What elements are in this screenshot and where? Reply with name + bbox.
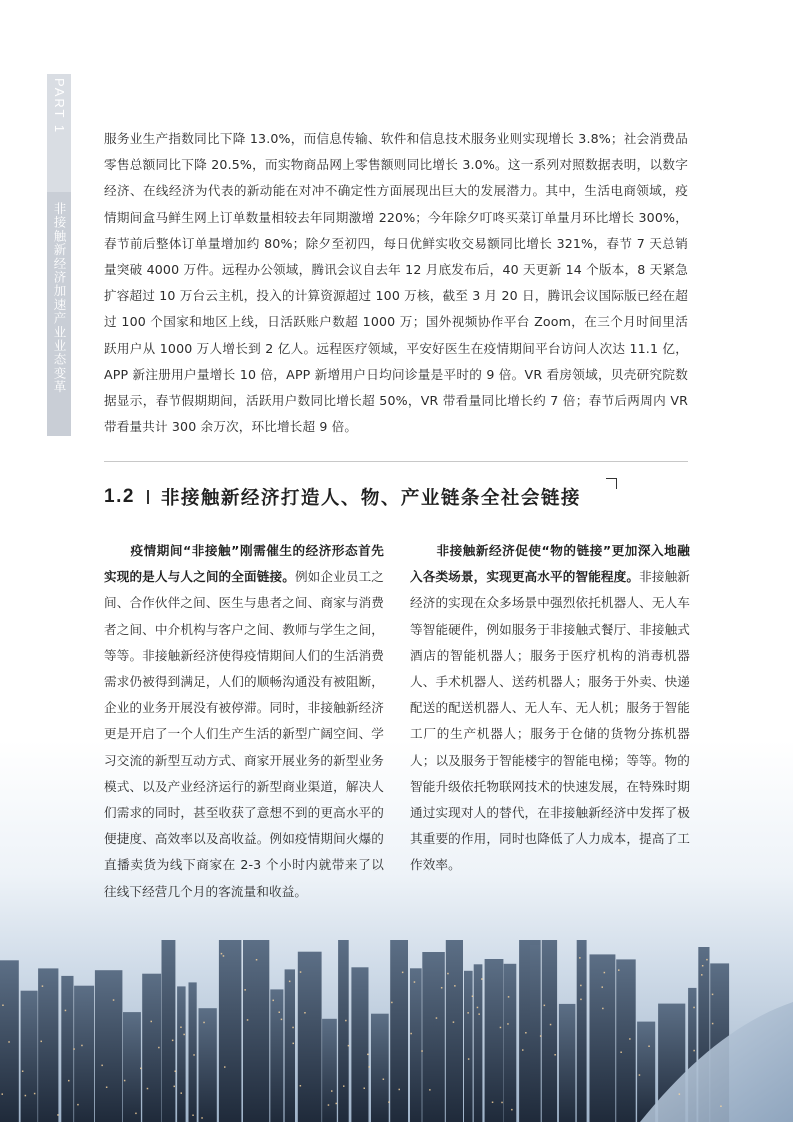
city-light xyxy=(579,957,581,959)
city-light xyxy=(712,1023,714,1025)
city-light xyxy=(706,959,708,961)
skyline-building xyxy=(710,963,729,1122)
city-light xyxy=(414,981,416,983)
city-light xyxy=(281,1019,283,1021)
city-light xyxy=(68,1080,70,1082)
right-body-text: 非接触新经济的实现在众多场景中强烈依托机器人、无人车等智能硬件，例如服务于非接触式餐厅、非接触式酒店的智能机器人；服务于医疗机构的消毒机器人、手术机器人、送药机器人；服务于外卖、快递配送的配送机器人、无人车、无人机；服务于智能工厂的生产机器人；服务于仓储的货物分拣机器人；以及服务于智能楼宇的智能电梯；等等。物的智能升级依托物联网技术的快速发展，在特殊时期通过实现对人的替代，在非接触新经济中发挥了极其重要的作用，同时也降低了人力成本，提高了工作效率。 xyxy=(410,569,690,873)
city-light xyxy=(511,1109,512,1111)
city-light xyxy=(2,1005,4,1007)
skyline-building xyxy=(616,959,636,1122)
skyline-building xyxy=(21,991,38,1122)
right-column-paragraph xyxy=(410,538,690,879)
city-light xyxy=(73,1048,75,1050)
city-light xyxy=(540,1035,542,1037)
city-light xyxy=(693,1050,695,1052)
city-light xyxy=(501,1102,503,1104)
city-light xyxy=(580,999,582,1001)
skyline-building xyxy=(338,940,349,1122)
city-light xyxy=(8,1041,10,1043)
city-light xyxy=(336,1103,338,1105)
city-light xyxy=(140,1068,142,1070)
city-light xyxy=(454,985,456,987)
skyline-building xyxy=(474,964,483,1122)
skyline-building xyxy=(577,940,587,1122)
city-light xyxy=(368,1066,370,1068)
section-title: 非接触新经济打造人、物、产业链条全社会链接 xyxy=(160,488,581,509)
right-lead-text: 非接触新经济促使“物的链接”更加深入地融入各类场景，实现更高水平的智能程度。 xyxy=(410,543,690,585)
city-light xyxy=(468,1058,470,1060)
skyline-building xyxy=(243,940,269,1122)
city-light xyxy=(147,1088,149,1090)
section-divider xyxy=(104,461,688,462)
city-light xyxy=(429,1089,431,1091)
skyline-building xyxy=(485,959,504,1122)
city-light xyxy=(57,1114,59,1116)
chapter-side-tab xyxy=(47,74,71,436)
skyline-building xyxy=(559,1004,576,1122)
city-light xyxy=(348,1045,350,1047)
city-light xyxy=(223,955,225,957)
city-light xyxy=(477,1007,479,1009)
city-light xyxy=(113,999,115,1001)
city-light xyxy=(343,1085,345,1087)
city-light xyxy=(441,987,443,989)
city-light xyxy=(481,978,483,980)
city-light xyxy=(25,1095,27,1097)
skyline-building xyxy=(95,970,123,1122)
heading-bar xyxy=(147,490,149,504)
city-light xyxy=(328,1104,330,1106)
city-light xyxy=(525,1032,527,1034)
left-body-text: 例如企业员工之间、合作伙伴之间、医生与患者之间、商家与消费者之间、中介机构与客户之间、教师与学生之间，等等。非接触新经济使得疫情期间人们的生活消费需求仍被得到满足，人们的顺畅沟通没有被阻断，企业的业务开展没有被停滞。同时，非接触新经济更是开启了一个人们生产生活的新型广阔空间、学习交流的新型互动方式、商家开展业务的新型业务模式、以及产业经济运行的新型商业渠道，解决人们需求的同时，甚至收获了意想不到的更高水平的便捷度、高效率以及高收益。例如疫情期间火爆的直播卖货为线下商家在 2-3 个小时内就带来了以往线下经营几个月的客流量和收益。 xyxy=(104,569,385,899)
skyline-building xyxy=(38,968,58,1122)
city-light xyxy=(22,1071,24,1073)
city-light xyxy=(602,986,604,988)
intro-paragraph: 服务业生产指数同比下降 13.0%，而信息传输、软件和信息技术服务业则实现增长 3.8%；社会消费品零售总额同比下降 20.5%，而实物商品网上零售额则同比增长 3.0%。这一系列对照数据表明，以数字经济、在线经济为代表的新动能在对冲不确定性方面展现出巨大的发展潜力。其中，生活电商领域，疫情期间盒马鲜生网上订单数量相较去年同期激增 220%；今年除夕叮咚买菜订单量月环比增长 300%，春节前后整体订单量增加约 80%；除夕至初四，每日优鲜实收交易额同比增长 321%，春节 7 天总销量突破 4000 万件。远程办公领域，腾讯会议自去年 12 月底发布后，40 天更新 14 个版本，8 天紧急扩容超过 10 万台云主机，投入的计算资源超过 100 万核，截至 3 月 20 日，腾讯会议国际版已经在超过 100 个国家和地区上线，日活跃账户数超 1000 万；国外视频协作平台 Zoom，在三个月时间里活跃用户从 1000 万人增长到 2 亿人。远程医疗领域，平安好医生在疫情期间平台访问人次达 11.1 亿，APP 新注册用户量增长 10 倍，APP 新增用户日均问诊量是平时的 9 倍。VR 看房领域，贝壳研究院数据显示，春节假期期间，活跃用户数同比增长超 50%，VR 带看量同比增长约 7 倍；春节后两周内 VR 带看量共计 300 余万次，环比增长超 9 倍。 xyxy=(104,131,688,435)
city-light xyxy=(720,1106,722,1108)
city-light xyxy=(467,1012,469,1014)
skyline-building xyxy=(219,940,242,1122)
skyline-building xyxy=(504,964,517,1122)
city-light xyxy=(247,1019,249,1021)
skyline-building xyxy=(199,1008,217,1122)
city-light xyxy=(391,1002,393,1004)
skyline-building xyxy=(698,947,709,1122)
skyline-building xyxy=(162,940,176,1122)
skyline-building xyxy=(688,988,696,1122)
skyline-building xyxy=(177,986,186,1122)
city-light xyxy=(618,969,620,971)
left-lead-text: 疫情期间“非接触”刚需催生的经济形态首先实现的是人与人之间的全面链接。 xyxy=(104,543,384,585)
city-light xyxy=(224,1066,226,1068)
city-light xyxy=(174,1086,176,1088)
city-light xyxy=(364,1088,366,1090)
city-light xyxy=(554,1054,556,1056)
city-light xyxy=(331,1090,333,1092)
city-light xyxy=(388,1101,390,1103)
city-light xyxy=(175,1071,177,1073)
skyline-building xyxy=(542,940,557,1122)
city-light xyxy=(345,1020,347,1022)
city-light xyxy=(158,1047,160,1049)
city-light xyxy=(273,1000,275,1002)
city-light xyxy=(81,1045,83,1047)
city-light xyxy=(679,1093,681,1095)
city-light xyxy=(34,1093,36,1095)
city-light xyxy=(135,1113,137,1115)
city-light xyxy=(702,965,704,967)
city-light xyxy=(181,1092,183,1094)
skyline-building xyxy=(590,954,616,1122)
skyline-building xyxy=(74,986,94,1122)
city-light xyxy=(507,1023,509,1024)
skyline-building xyxy=(285,969,295,1122)
skyline-building xyxy=(519,940,541,1122)
part-label: PART 1 xyxy=(52,78,67,135)
city-light xyxy=(453,1021,455,1023)
city-light xyxy=(300,1085,302,1087)
skyline-building xyxy=(189,982,197,1122)
city-light xyxy=(201,1117,203,1119)
city-light xyxy=(124,1080,126,1082)
city-light xyxy=(508,996,510,998)
city-light xyxy=(172,1040,174,1042)
city-light xyxy=(300,971,302,973)
skyline-building xyxy=(371,1014,389,1122)
skyline-building xyxy=(123,1012,141,1122)
city-light xyxy=(42,985,44,987)
city-light xyxy=(620,1052,622,1054)
city-light xyxy=(383,1079,385,1081)
city-light xyxy=(478,1013,480,1015)
skyline-building xyxy=(322,1019,337,1122)
skyline-building xyxy=(61,976,73,1122)
city-light xyxy=(65,1010,67,1012)
city-light xyxy=(402,972,404,974)
city-light xyxy=(289,981,291,983)
city-light xyxy=(292,1027,294,1029)
city-light xyxy=(101,1065,103,1067)
skyline-building xyxy=(270,989,283,1122)
city-light xyxy=(244,989,246,991)
city-light xyxy=(436,1017,438,1019)
skyline-building xyxy=(351,967,368,1122)
city-light xyxy=(193,1054,195,1056)
skyline-building xyxy=(464,971,473,1122)
skyline-building xyxy=(0,960,19,1122)
section-number: 1.2 xyxy=(104,486,135,507)
city-light xyxy=(410,1033,412,1035)
city-light xyxy=(580,985,582,987)
skyline-building xyxy=(637,1022,655,1122)
city-light xyxy=(472,996,474,998)
city-light xyxy=(447,973,449,975)
city-light xyxy=(106,1087,108,1089)
city-light xyxy=(648,1046,650,1048)
city-light xyxy=(293,1043,295,1045)
city-light xyxy=(183,1034,185,1036)
city-light xyxy=(629,1038,631,1040)
city-light xyxy=(693,1007,695,1009)
city-light xyxy=(604,972,606,974)
corner-bracket-icon xyxy=(606,478,617,489)
city-light xyxy=(2,1093,4,1095)
city-light xyxy=(492,1102,494,1104)
city-light xyxy=(544,1005,546,1007)
left-column-paragraph xyxy=(104,538,384,905)
city-light xyxy=(701,974,703,976)
city-light xyxy=(550,1024,552,1026)
city-light xyxy=(712,994,714,996)
skyline-building xyxy=(390,940,408,1122)
city-light xyxy=(304,1012,306,1014)
city-light xyxy=(421,1050,423,1052)
skyline-building xyxy=(142,974,161,1122)
skyline-building xyxy=(298,952,322,1122)
skyline-tower xyxy=(530,945,540,1122)
city-light xyxy=(77,1104,79,1106)
city-light xyxy=(151,1021,153,1023)
city-light xyxy=(602,1008,604,1010)
skyline-building xyxy=(422,952,445,1122)
chapter-title-vertical: 非接触新经济加速产业业态变革 xyxy=(52,202,67,394)
city-light xyxy=(522,1049,524,1051)
skyline-building xyxy=(446,940,463,1122)
city-light xyxy=(256,959,257,961)
city-light xyxy=(221,953,223,955)
skyline-building xyxy=(410,968,422,1122)
city-light xyxy=(639,1074,641,1076)
city-light xyxy=(203,1022,205,1024)
city-light xyxy=(367,1054,369,1056)
city-light xyxy=(180,1027,182,1029)
skyline-building xyxy=(658,1004,685,1122)
city-light xyxy=(192,1115,194,1117)
section-heading xyxy=(104,482,688,512)
city-light xyxy=(41,1041,43,1043)
city-light xyxy=(279,1012,281,1014)
city-light xyxy=(399,1089,401,1091)
city-light xyxy=(500,1027,502,1029)
